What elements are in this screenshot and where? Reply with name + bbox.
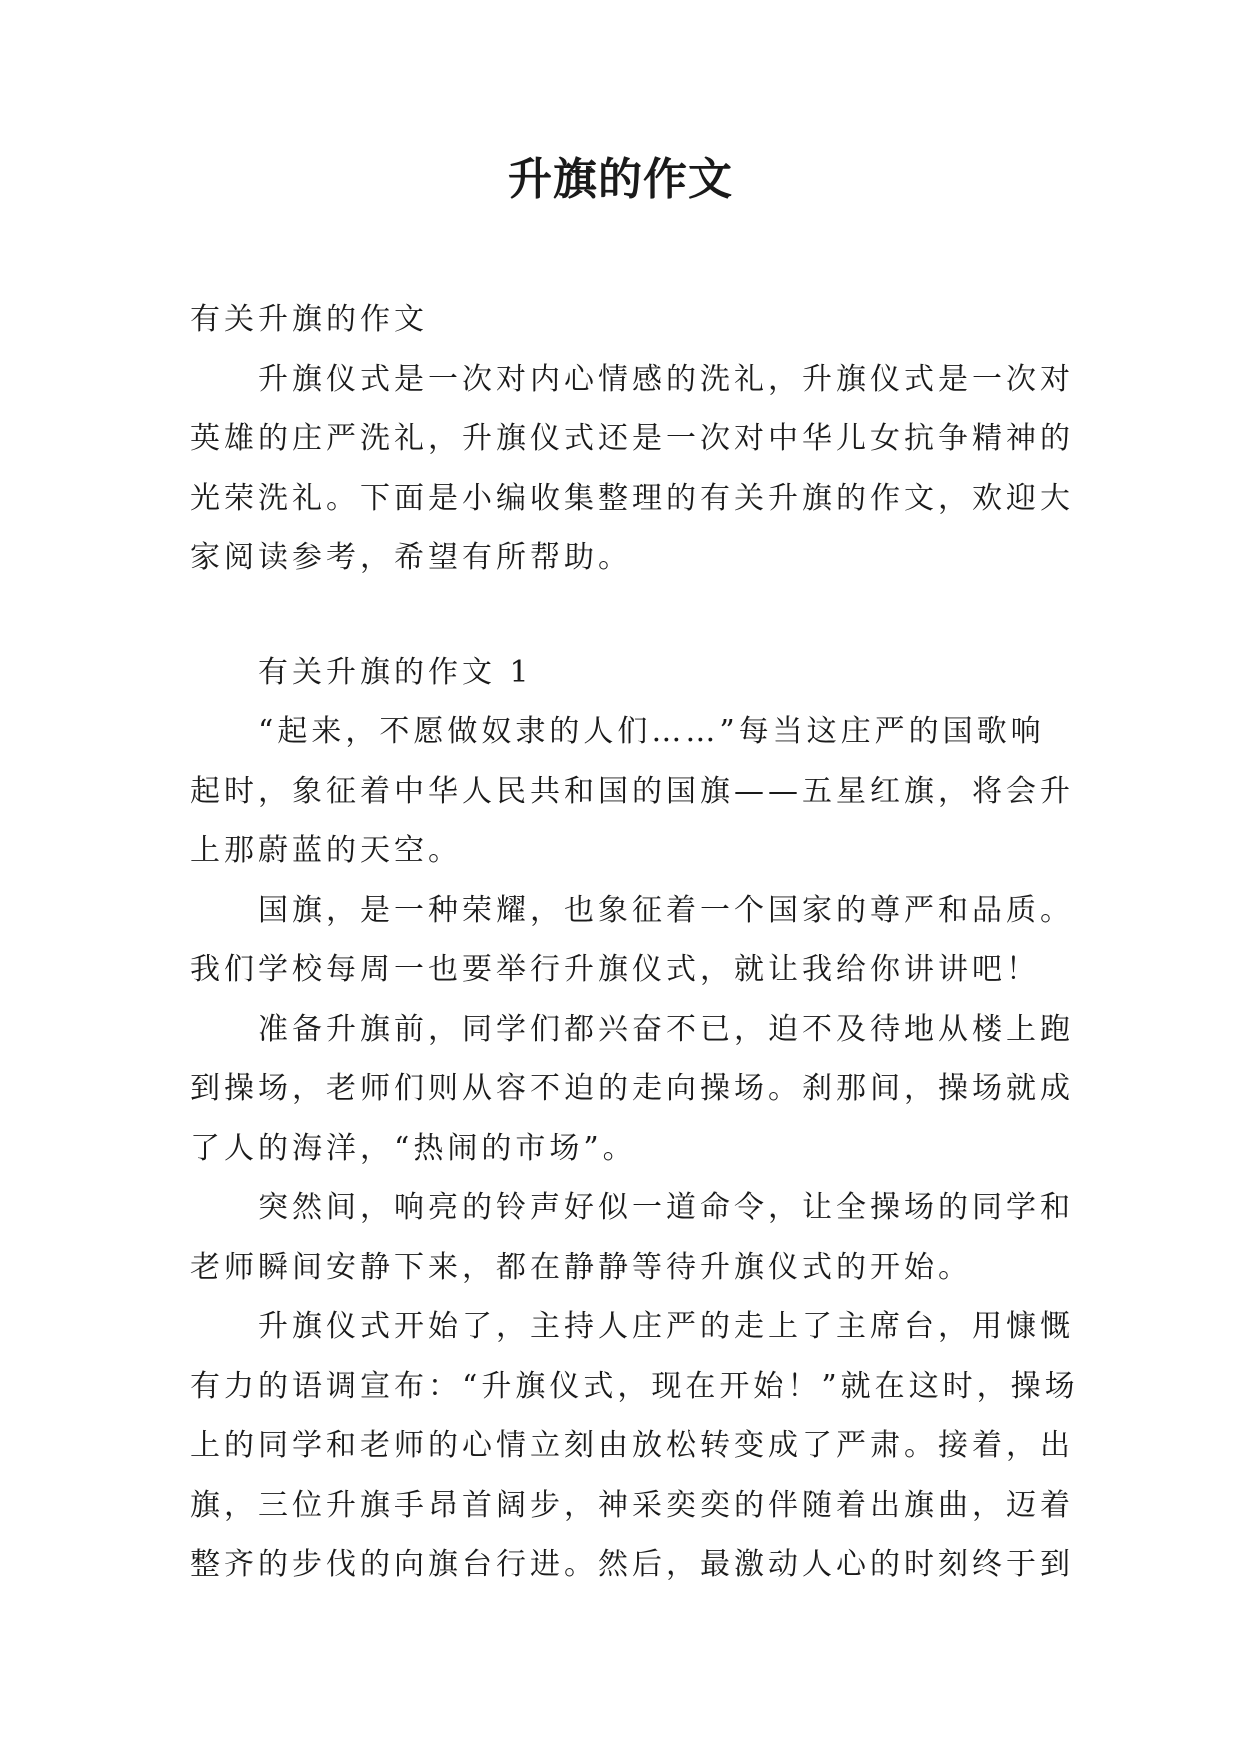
- document-body: [190, 290, 1079, 1595]
- intro-paragraph-line: 家阅读参考，希望有所帮助。: [190, 540, 632, 575]
- page-title: 升旗的作文: [508, 154, 733, 205]
- paragraph-line: 准备升旗前，同学们都兴奋不已，迫不及待地从楼上跑: [190, 1011, 1074, 1047]
- intro-paragraph-line: 英雄的庄严洗礼，升旗仪式还是一次对中华儿女抗争精神的: [190, 421, 1074, 456]
- intro-paragraph-line: 光荣洗礼。下面是小编收集整理的有关升旗的作文，欢迎大: [190, 480, 1074, 516]
- paragraph-line: 旗，三位升旗手昂首阔步，神采奕奕的伴随着出旗曲，迈着: [190, 1487, 1074, 1523]
- paragraph-line: 整齐的步伐的向旗台行进。然后，最激动人心的时刻终于到: [190, 1547, 1074, 1582]
- section-spacer: [190, 588, 1070, 643]
- paragraph-line: 突然间，响亮的铃声好似一道命令，让全操场的同学和: [190, 1190, 1074, 1225]
- paragraph-line: 起时，象征着中华人民共和国的国旗——五星红旗，将会升: [190, 773, 1074, 809]
- paragraph-line: 了人的海洋，“热闹的市场”。: [190, 1130, 637, 1166]
- paragraph-line: 国旗，是一种荣耀，也象征着一个国家的尊严和品质。: [190, 892, 1074, 928]
- paragraph-line: 老师瞬间安静下来，都在静静等待升旗仪式的开始。: [190, 1249, 972, 1285]
- paragraph-line: 到操场，老师们则从容不迫的走向操场。刹那间，操场就成: [190, 1071, 1074, 1106]
- paragraph-line: 升旗仪式开始了，主持人庄严的走上了主席台，用慷慨: [190, 1309, 1074, 1344]
- section-heading: 有关升旗的作文 1: [190, 654, 533, 690]
- paragraph-line: 我们学校每周一也要举行升旗仪式，就让我给你讲讲吧！: [190, 952, 1040, 987]
- paragraph-line: 上那蔚蓝的天空。: [190, 833, 462, 868]
- intro-paragraph-line: 升旗仪式是一次对内心情感的洗礼，升旗仪式是一次对: [190, 361, 1074, 397]
- intro-heading: 有关升旗的作文: [190, 302, 428, 337]
- paragraph-line: “起来，不愿做奴隶的人们……”每当这庄严的国歌响: [190, 714, 1045, 749]
- paragraph-line: 有力的语调宣布：“升旗仪式，现在开始！”就在这时，操场: [190, 1368, 1079, 1404]
- paragraph-line: 上的同学和老师的心情立刻由放松转变成了严肃。接着，出: [190, 1428, 1074, 1463]
